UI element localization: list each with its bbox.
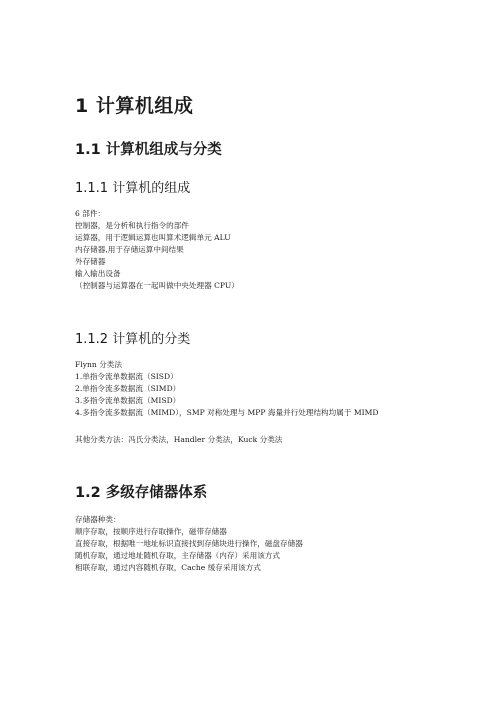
text-line: 输入输出设备 bbox=[75, 269, 121, 278]
text-line: 1.单指令流单数据流（SISD） bbox=[75, 372, 178, 381]
text-line: 6 部件： bbox=[75, 209, 106, 218]
text-line: 相联存取，通过内容随机存取，Cache 缓存采用该方式 bbox=[75, 563, 261, 572]
text-line: 控制器，是分析和执行指令的部件 bbox=[75, 221, 189, 230]
text-line: 内存储器,用于存储运算中间结果 bbox=[75, 245, 184, 254]
text-line: 4.多指令流多数据流（MIMD），SMP 对称处理与 MPP 海量并行处理结构均属于 MIMD bbox=[75, 408, 379, 417]
text-line: Flynn 分类法 bbox=[75, 360, 122, 369]
heading-1-1-1: 1.1.1 计算机的组成 bbox=[75, 181, 191, 196]
composition-list bbox=[75, 208, 239, 292]
text-line: 存储器种类： bbox=[75, 515, 121, 524]
heading-1: 1 计算机组成 bbox=[75, 95, 194, 117]
text-line: 外存储器 bbox=[75, 257, 106, 266]
heading-1-2: 1.2 多级存储器体系 bbox=[75, 485, 208, 501]
heading-1-1-2: 1.1.2 计算机的分类 bbox=[75, 332, 191, 347]
classification-list bbox=[75, 359, 379, 419]
text-line: 2.单指令流多数据流（SIMD） bbox=[75, 384, 181, 393]
text-line: 3.多指令流单数据流（MISD） bbox=[75, 396, 181, 405]
other-classification bbox=[75, 434, 282, 446]
text-line: 随机存取，通过地址随机存取，主存储器（内存）采用该方式 bbox=[75, 551, 281, 560]
text-line: （控制器与运算器在一起叫做中央处理器 CPU） bbox=[75, 281, 239, 290]
text-line: 其他分类方法：冯氏分类法，Handler 分类法，Kuck 分类法 bbox=[75, 435, 283, 444]
text-line: 直接存取，根据唯一地址标识直接找到存储块进行操作，磁盘存储器 bbox=[75, 539, 303, 548]
text-line: 顺序存取，按顺序进行存取操作，磁带存储器 bbox=[75, 527, 227, 536]
heading-1-1: 1.1 计算机组成与分类 bbox=[75, 142, 222, 158]
text-line: 运算器，用于逻辑运算也叫算术逻辑单元 ALU bbox=[75, 233, 231, 242]
storage-list bbox=[75, 514, 303, 574]
